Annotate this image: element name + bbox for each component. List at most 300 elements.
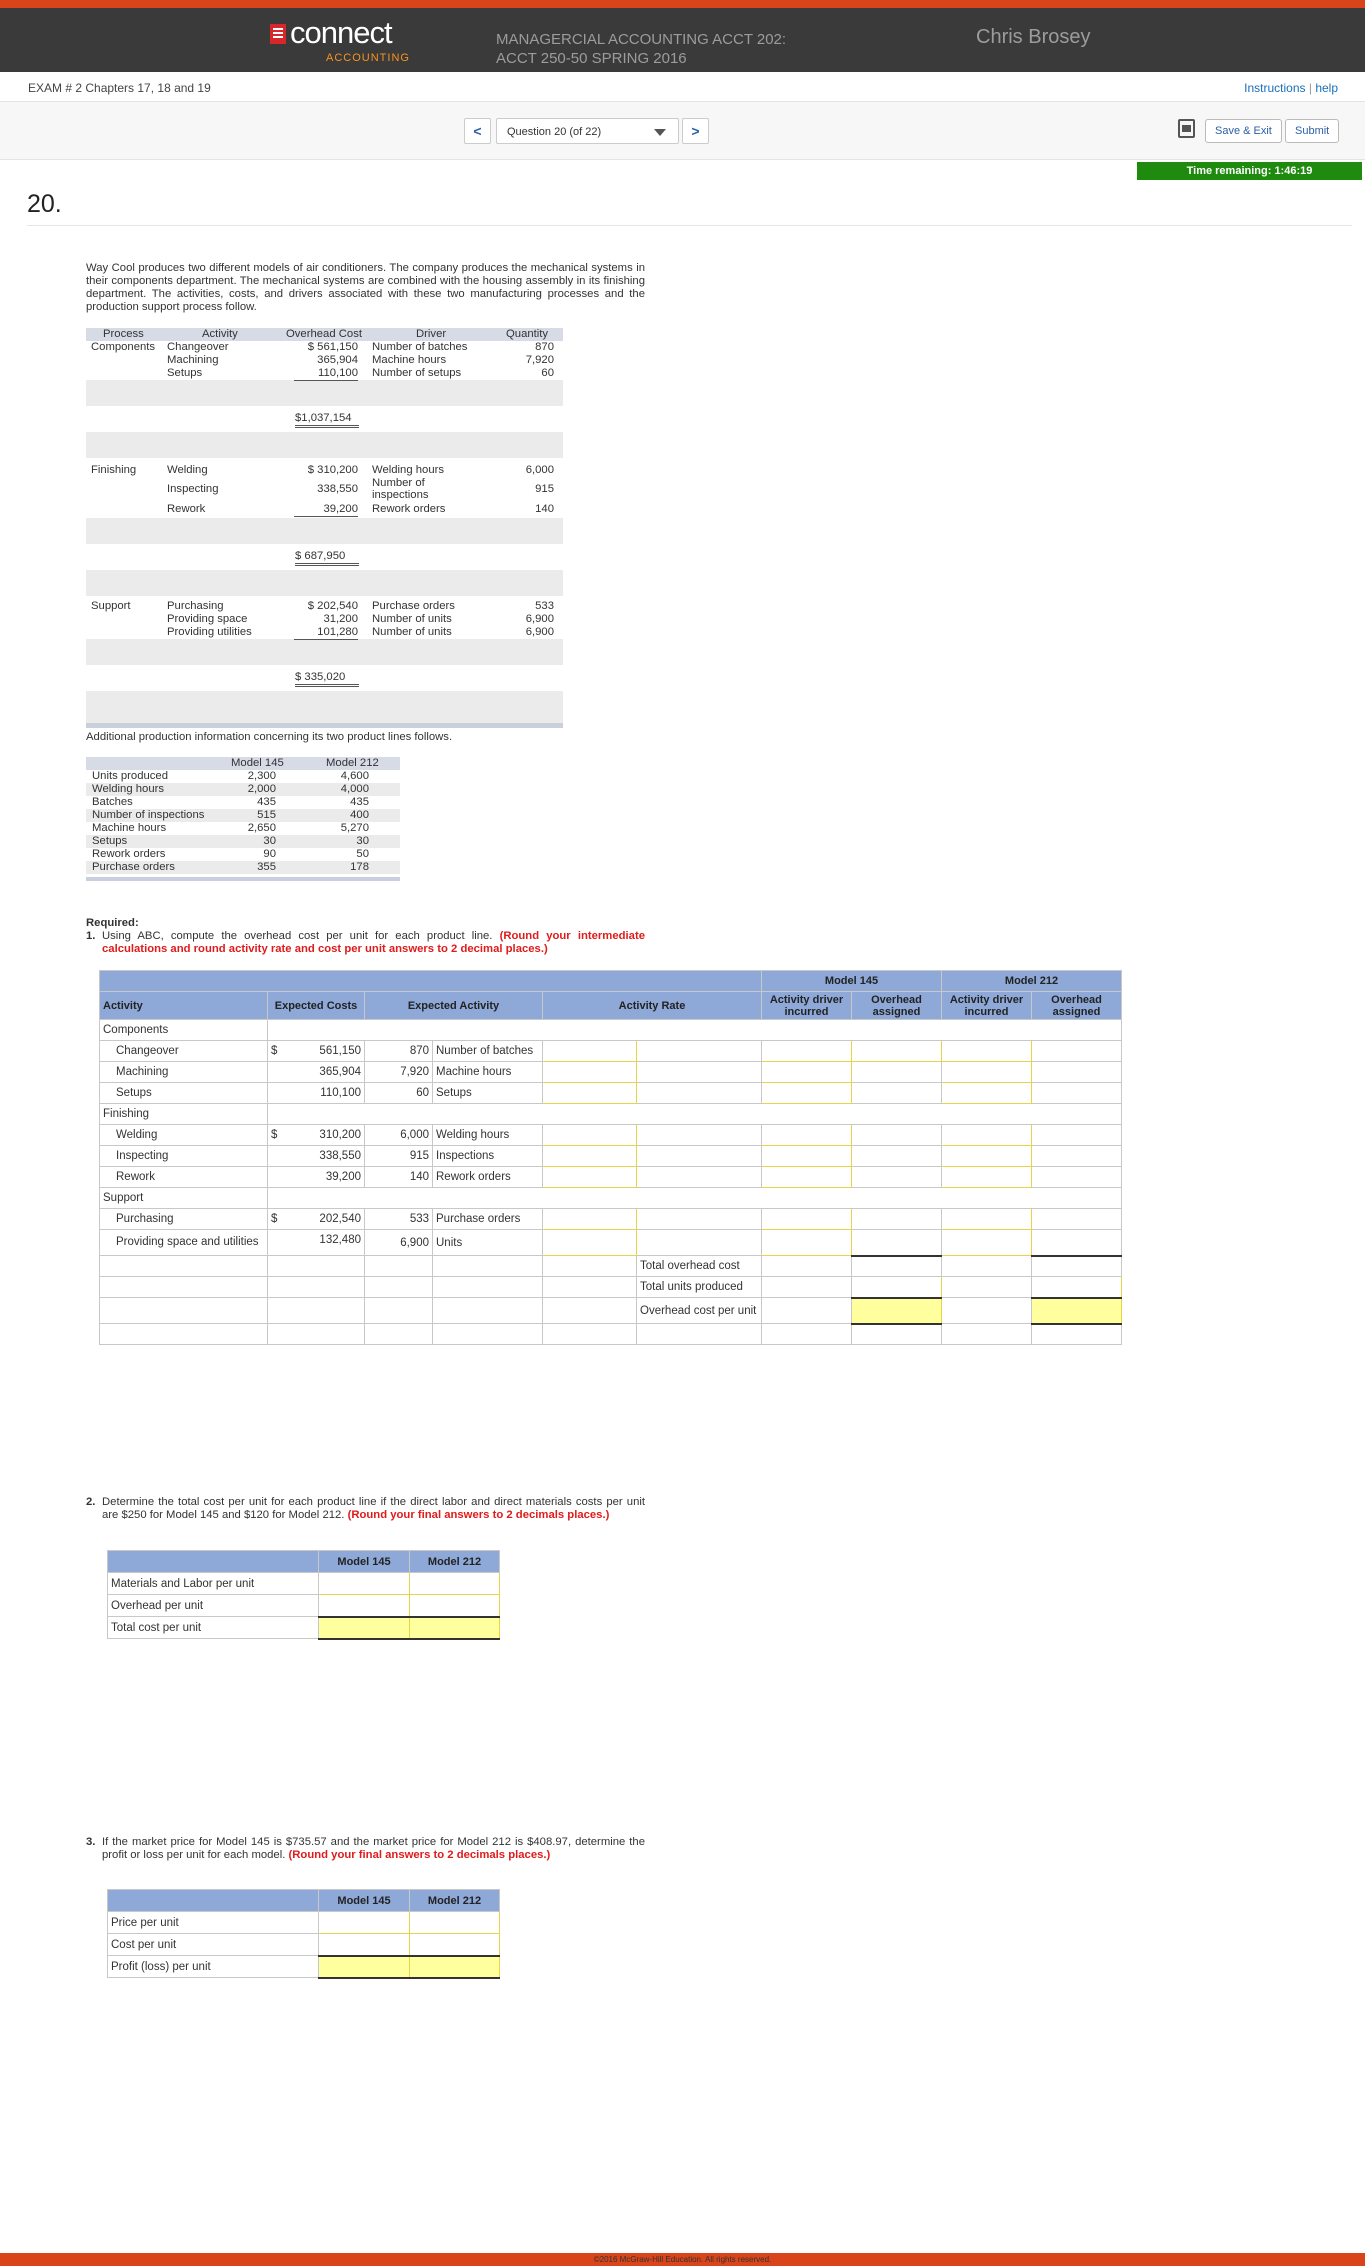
col-activity: Activity — [202, 328, 238, 340]
cost-value: $ 310,200 — [307, 464, 358, 476]
chevron-down-icon — [654, 129, 666, 136]
question-select-value: Question 20 (of 22) — [507, 126, 602, 138]
model-212-value: 4,600 — [340, 770, 369, 782]
m212-driver-input[interactable] — [942, 1062, 1032, 1083]
production-table-header — [86, 757, 400, 770]
blank — [637, 1083, 762, 1104]
blank — [543, 1277, 637, 1298]
help-link[interactable]: help — [1315, 81, 1338, 95]
row-label: Welding hours — [92, 783, 165, 795]
blank — [365, 1298, 433, 1324]
activity-label: Inspecting — [167, 483, 219, 495]
blank — [268, 1298, 365, 1324]
m145-driver-input[interactable] — [762, 1125, 852, 1146]
quantity-value: 6,900 — [525, 626, 554, 638]
quantity-value: 140 — [535, 503, 554, 515]
section-fill — [268, 1020, 1122, 1041]
activity-label: Setups — [167, 367, 203, 379]
driver-label: Number of setups — [372, 367, 462, 379]
activity-row — [100, 1146, 1122, 1167]
activity-unit: Setups — [433, 1083, 543, 1104]
col-expected-activity: Expected Activity — [365, 992, 543, 1020]
m145-driver-input[interactable] — [762, 1230, 852, 1256]
blank-header — [108, 1551, 319, 1573]
production-row — [86, 835, 400, 848]
blank — [637, 1167, 762, 1188]
m145-assigned-input — [852, 1230, 942, 1256]
activity-label: Changeover — [167, 341, 229, 353]
components-block — [86, 341, 563, 380]
req-text: Determine the total cost per unit for each product line if the direct labor and direct materials costs per unit are $250 for Model 145 and $120 for Model 212. — [102, 1496, 645, 1521]
col-quantity: Quantity — [506, 328, 549, 340]
blank — [637, 1041, 762, 1062]
exam-title-bar — [0, 72, 1365, 102]
support-block — [86, 596, 563, 639]
production-table — [86, 757, 400, 881]
expected-cost — [268, 1209, 365, 1230]
blank — [637, 1125, 762, 1146]
expected-quantity: 915 — [365, 1146, 433, 1167]
m212-profit-input[interactable] — [410, 1956, 500, 1978]
activity-name: Changeover — [100, 1041, 268, 1062]
blank — [365, 1324, 433, 1345]
blank — [637, 1062, 762, 1083]
activity-name: Purchasing — [100, 1209, 268, 1230]
m212-assigned-input — [1032, 1062, 1122, 1083]
blank — [942, 1277, 1032, 1298]
driver-label: Welding hours — [372, 464, 445, 476]
blank — [365, 1256, 433, 1277]
model-145-value: 515 — [257, 809, 276, 821]
question-select[interactable] — [496, 118, 679, 144]
header-blank — [100, 971, 762, 992]
dollar-sign: $ — [271, 1129, 278, 1141]
col-m212-driver: Activity driver incurred — [942, 992, 1032, 1020]
section-fill — [268, 1104, 1122, 1125]
col-expected-costs: Expected Costs — [268, 992, 365, 1020]
activity-label: Purchasing — [167, 600, 224, 612]
col-m145-assigned: Overhead assigned — [852, 992, 942, 1020]
m212-driver-input[interactable] — [942, 1230, 1032, 1256]
activity-rate-input[interactable] — [543, 1083, 637, 1104]
table-bottom-bar — [86, 723, 563, 728]
blank — [543, 1298, 637, 1324]
m212-assigned-input — [1032, 1146, 1122, 1167]
activity-row — [100, 1167, 1122, 1188]
question-intro: Way Cool produces two different models of air conditioners. The company produces the mechanical systems in their components department. The mechanical systems are combined with the housing assembly in its finishing department. The activities, costs, and drivers associated with these two manufacturing processes and the production support process follow. — [86, 262, 645, 313]
components-rows — [100, 1041, 1122, 1104]
blank — [100, 1277, 268, 1298]
m212-cost-input[interactable] — [410, 1934, 500, 1956]
m145-total-overhead — [852, 1256, 942, 1277]
model-212-value: 5,270 — [340, 822, 369, 834]
activity-unit: Rework orders — [433, 1167, 543, 1188]
next-question-button[interactable]: > — [682, 118, 709, 144]
model-212-value: 178 — [350, 861, 369, 873]
blank-header — [108, 1890, 319, 1912]
col-overhead-cost: Overhead Cost — [286, 328, 362, 340]
submit-button[interactable]: Submit — [1285, 119, 1339, 143]
m212-total-units-input[interactable] — [1032, 1277, 1122, 1298]
spacer-row — [86, 691, 563, 723]
cost-value: 110,100 — [320, 1087, 361, 1099]
expected-quantity: 533 — [365, 1209, 433, 1230]
production-row — [86, 783, 400, 796]
activity-unit: Units — [433, 1230, 543, 1256]
activity-rate-input[interactable] — [543, 1062, 637, 1083]
blank — [365, 1277, 433, 1298]
activity-row — [100, 1041, 1122, 1062]
activity-label: Rework — [167, 503, 206, 515]
m212-materials-labor-input[interactable] — [410, 1573, 500, 1595]
cost-value: $ 202,540 — [307, 600, 358, 612]
col-m145-driver: Activity driver incurred — [762, 992, 852, 1020]
time-remaining: Time remaining: 1:46:19 — [1137, 162, 1362, 180]
m212-driver-input[interactable] — [942, 1041, 1032, 1062]
components-total-row — [86, 406, 563, 432]
cost-value: 39,200 — [325, 1171, 361, 1183]
requirement-1 — [86, 930, 645, 956]
additional-info: Additional production information concerning its two product lines follows. — [86, 731, 453, 743]
m145-price-input[interactable] — [319, 1912, 410, 1934]
driver-label: Number of units — [372, 626, 452, 638]
activity-label: Providing utilities — [167, 626, 252, 638]
model-145-value: 30 — [263, 835, 276, 847]
activity-name: Machining — [100, 1062, 268, 1083]
cost-value: 132,480 — [319, 1234, 361, 1246]
process-label: Components — [91, 341, 156, 353]
brand-name: connect — [290, 15, 392, 50]
blank — [762, 1256, 852, 1277]
m212-driver-input[interactable] — [942, 1083, 1032, 1104]
activity-unit: Number of batches — [433, 1041, 543, 1062]
expected-cost — [268, 1062, 365, 1083]
activity-name: Providing space and utilities — [100, 1230, 268, 1256]
row-label: Overhead per unit — [108, 1595, 319, 1617]
row-label: Rework orders — [92, 848, 166, 860]
activity-table-header — [86, 328, 563, 341]
activity-row — [100, 1125, 1122, 1146]
m212-assigned-input — [1032, 1167, 1122, 1188]
profit-loss-table — [107, 1889, 500, 1979]
col-process: Process — [103, 328, 144, 340]
spacer-row — [86, 432, 563, 458]
m212-overhead-input[interactable] — [410, 1595, 500, 1617]
blank — [100, 1298, 268, 1324]
required-label: Required: — [86, 917, 139, 929]
row-label: Profit (loss) per unit — [108, 1956, 319, 1978]
model-145-value: 2,650 — [247, 822, 276, 834]
spacer-row — [86, 639, 563, 665]
blank — [433, 1256, 543, 1277]
m145-assigned-input — [852, 1125, 942, 1146]
requirement-3 — [86, 1836, 645, 1862]
blank — [942, 1324, 1032, 1345]
cost-value: 561,150 — [319, 1045, 361, 1057]
activity-label: Machining — [167, 354, 219, 366]
model-212-value: 50 — [356, 848, 369, 860]
row-label: Machine hours — [92, 822, 167, 834]
row-label: Number of inspections — [92, 809, 205, 821]
m145-cost-input[interactable] — [319, 1934, 410, 1956]
components-total: $1,037,154 — [295, 412, 359, 428]
quantity-value: 6,900 — [525, 613, 554, 625]
quantity-value: 6,000 — [525, 464, 554, 476]
activity-label: Providing space — [167, 613, 248, 625]
req-rounding-note: (Round your final answers to 2 decimals places.) — [288, 1849, 551, 1861]
m145-materials-labor-input[interactable] — [319, 1573, 410, 1595]
footer-copyright: ©2016 McGraw-Hill Education. All rights reserved. — [0, 2253, 1365, 2266]
blank — [543, 1256, 637, 1277]
blank — [942, 1256, 1032, 1277]
m212-total-overhead — [1032, 1256, 1122, 1277]
cost-value: 365,904 — [317, 354, 358, 366]
activity-row — [100, 1062, 1122, 1083]
quantity-value: 60 — [541, 367, 554, 379]
driver-label: Number of batches — [372, 341, 468, 353]
m212-assigned-input — [1032, 1209, 1122, 1230]
activity-unit: Welding hours — [433, 1125, 543, 1146]
production-rows — [86, 770, 400, 874]
activity-row — [100, 1230, 1122, 1256]
spacer-row — [86, 570, 563, 596]
activity-name: Rework — [100, 1167, 268, 1188]
dollar-sign: $ — [271, 1045, 278, 1057]
activity-rate-input[interactable] — [543, 1167, 637, 1188]
instructions-link[interactable]: Instructions — [1244, 81, 1306, 95]
connect-logo — [270, 15, 410, 64]
expected-quantity: 6,000 — [365, 1125, 433, 1146]
quantity-value: 870 — [535, 341, 554, 353]
print-icon[interactable] — [1178, 119, 1195, 138]
mcgraw-hill-logo-icon — [270, 24, 286, 44]
model-145-value: 2,000 — [247, 783, 276, 795]
expected-quantity: 140 — [365, 1167, 433, 1188]
activity-unit: Inspections — [433, 1146, 543, 1167]
m145-driver-input[interactable] — [762, 1167, 852, 1188]
user-name: Chris Brosey — [976, 26, 1091, 48]
m145-driver-input[interactable] — [762, 1209, 852, 1230]
row-label: Setups — [92, 835, 128, 847]
finishing-total: $ 687,950 — [295, 550, 359, 566]
cost-value: 310,200 — [319, 1129, 361, 1141]
m145-assigned-input[interactable] — [852, 1041, 942, 1062]
expected-cost — [268, 1167, 365, 1188]
row-label: Purchase orders — [92, 861, 175, 873]
total-units-label: Total units produced — [637, 1277, 762, 1298]
driver-label: Machine hours — [372, 354, 447, 366]
m145-total-units-input[interactable] — [852, 1277, 942, 1298]
table-bottom-bar — [86, 877, 400, 881]
m212-assigned-input — [1032, 1083, 1122, 1104]
prev-question-button[interactable]: < — [464, 118, 491, 144]
m145-profit-input[interactable] — [319, 1956, 410, 1978]
activity-name: Welding — [100, 1125, 268, 1146]
section-support: Support — [100, 1188, 268, 1209]
activity-rate-input[interactable] — [543, 1209, 637, 1230]
blank — [637, 1324, 762, 1345]
req-rounding-note: (Round your intermediate calculations and round activity rate and cost per unit answers to 2 decimal places.) — [102, 930, 645, 955]
dollar-sign: $ — [271, 1213, 278, 1225]
blank — [100, 1256, 268, 1277]
row-label: Cost per unit — [108, 1934, 319, 1956]
course-title — [496, 30, 786, 68]
course-line-1: MANAGERCIAL ACCOUNTING ACCT 202: — [496, 31, 787, 48]
cost-value: 110,100 — [294, 367, 358, 381]
expected-cost — [268, 1146, 365, 1167]
expected-cost — [268, 1083, 365, 1104]
col-model-212: Model 212 — [410, 1890, 500, 1912]
m212-assigned-input — [1032, 1125, 1122, 1146]
spacer-row — [86, 518, 563, 544]
production-row — [86, 861, 400, 874]
finishing-total-row — [86, 544, 563, 570]
activity-cost-table — [86, 328, 563, 728]
blank — [433, 1324, 543, 1345]
m145-driver-input[interactable] — [762, 1041, 852, 1062]
model-212-value: 400 — [350, 809, 369, 821]
blank — [762, 1324, 852, 1345]
question-nav-bar — [0, 102, 1365, 160]
cost-value: 31,200 — [323, 613, 358, 625]
req-number: 2. — [86, 1496, 96, 1508]
cost-value: 338,550 — [319, 1150, 361, 1162]
m145-driver-input[interactable] — [762, 1083, 852, 1104]
cost-value: 202,540 — [319, 1213, 361, 1225]
link-separator: | — [1308, 81, 1312, 95]
total-overhead-label: Total overhead cost — [637, 1256, 762, 1277]
m212-overhead-per-unit-input[interactable] — [1032, 1298, 1122, 1324]
quantity-value: 533 — [535, 600, 554, 612]
blank — [637, 1146, 762, 1167]
support-rows — [100, 1209, 1122, 1256]
blank — [268, 1256, 365, 1277]
section-finishing: Finishing — [100, 1104, 268, 1125]
m212-driver-input[interactable] — [942, 1167, 1032, 1188]
model-212-value: 435 — [350, 796, 369, 808]
app-header — [0, 8, 1365, 72]
model-145-value: 355 — [257, 861, 276, 873]
activity-rate-input[interactable] — [543, 1230, 637, 1256]
col-model-145: Model 145 — [319, 1551, 410, 1573]
col-m212-assigned: Overhead assigned — [1032, 992, 1122, 1020]
abc-answer-table — [99, 970, 1122, 1345]
expected-cost — [268, 1041, 365, 1062]
save-exit-button[interactable]: Save & Exit — [1205, 119, 1282, 143]
col-model-212: Model 212 — [410, 1551, 500, 1573]
m145-assigned-input — [852, 1146, 942, 1167]
activity-label: Welding — [167, 464, 208, 476]
driver-label: Number of units — [372, 613, 452, 625]
production-row — [86, 809, 400, 822]
expected-cost — [268, 1230, 365, 1256]
row-label: Units produced — [92, 770, 168, 782]
blank — [762, 1277, 852, 1298]
group-model-212: Model 212 — [942, 971, 1122, 992]
finishing-rows — [100, 1125, 1122, 1188]
expected-cost — [268, 1125, 365, 1146]
m145-assigned-input — [852, 1062, 942, 1083]
row-label: Materials and Labor per unit — [108, 1573, 319, 1595]
activity-row — [100, 1083, 1122, 1104]
model-212-value: 30 — [356, 835, 369, 847]
support-total: $ 335,020 — [295, 671, 359, 687]
activity-row — [100, 1209, 1122, 1230]
m212-driver-input[interactable] — [942, 1146, 1032, 1167]
production-row — [86, 848, 400, 861]
model-145-value: 90 — [263, 848, 276, 860]
quantity-value: 915 — [535, 483, 554, 495]
activity-name: Setups — [100, 1083, 268, 1104]
m212-driver-input[interactable] — [942, 1125, 1032, 1146]
activity-rate-input[interactable] — [543, 1125, 637, 1146]
brand-subtitle: ACCOUNTING — [326, 52, 410, 64]
blank — [433, 1277, 543, 1298]
finishing-block — [86, 458, 563, 515]
process-label: Support — [91, 600, 131, 612]
activity-unit: Machine hours — [433, 1062, 543, 1083]
m145-overhead-per-unit-input[interactable] — [852, 1298, 942, 1324]
group-model-145: Model 145 — [762, 971, 942, 992]
m145-driver-input[interactable] — [762, 1146, 852, 1167]
req-text: Using ABC, compute the overhead cost per unit for each product line. — [102, 930, 493, 942]
blank — [1032, 1324, 1122, 1345]
col-activity-rate: Activity Rate — [543, 992, 762, 1020]
m145-assigned-input — [852, 1209, 942, 1230]
section-fill — [268, 1188, 1122, 1209]
driver-label: Number of inspections — [372, 477, 429, 501]
expected-quantity: 7,920 — [365, 1062, 433, 1083]
row-label: Price per unit — [108, 1912, 319, 1934]
m145-assigned-input — [852, 1167, 942, 1188]
overhead-per-unit-label: Overhead cost per unit — [637, 1298, 762, 1324]
col-model-145: Model 145 — [319, 1890, 410, 1912]
m212-driver-input[interactable] — [942, 1209, 1032, 1230]
activity-rate-input[interactable] — [543, 1146, 637, 1167]
m212-total-cost-input[interactable] — [410, 1617, 500, 1639]
blank — [852, 1324, 942, 1345]
expected-quantity: 60 — [365, 1083, 433, 1104]
req-number: 1. — [86, 930, 96, 942]
blank — [433, 1298, 543, 1324]
support-total-row — [86, 665, 563, 691]
divider — [27, 225, 1352, 226]
blank — [543, 1324, 637, 1345]
m145-total-cost-input[interactable] — [319, 1617, 410, 1639]
col-model-212: Model 212 — [326, 757, 379, 769]
req-rounding-note: (Round your final answers to 2 decimals places.) — [347, 1509, 610, 1521]
process-label: Finishing — [91, 464, 137, 476]
m145-overhead-input[interactable] — [319, 1595, 410, 1617]
cost-value: 338,550 — [317, 483, 358, 495]
expected-quantity: 6,900 — [365, 1230, 433, 1256]
cost-value: 365,904 — [319, 1066, 361, 1078]
blank — [268, 1277, 365, 1298]
driver-label: Purchase orders — [372, 600, 455, 612]
row-label: Batches — [92, 796, 133, 808]
total-cost-table — [107, 1550, 500, 1640]
model-145-value: 2,300 — [247, 770, 276, 782]
blank — [942, 1298, 1032, 1324]
activity-rate-input[interactable] — [543, 1041, 637, 1062]
m145-driver-input[interactable] — [762, 1062, 852, 1083]
production-row — [86, 770, 400, 783]
blank — [762, 1298, 852, 1324]
activity-name: Inspecting — [100, 1146, 268, 1167]
m212-price-input[interactable] — [410, 1912, 500, 1934]
blank — [637, 1209, 762, 1230]
requirement-2 — [86, 1496, 645, 1522]
